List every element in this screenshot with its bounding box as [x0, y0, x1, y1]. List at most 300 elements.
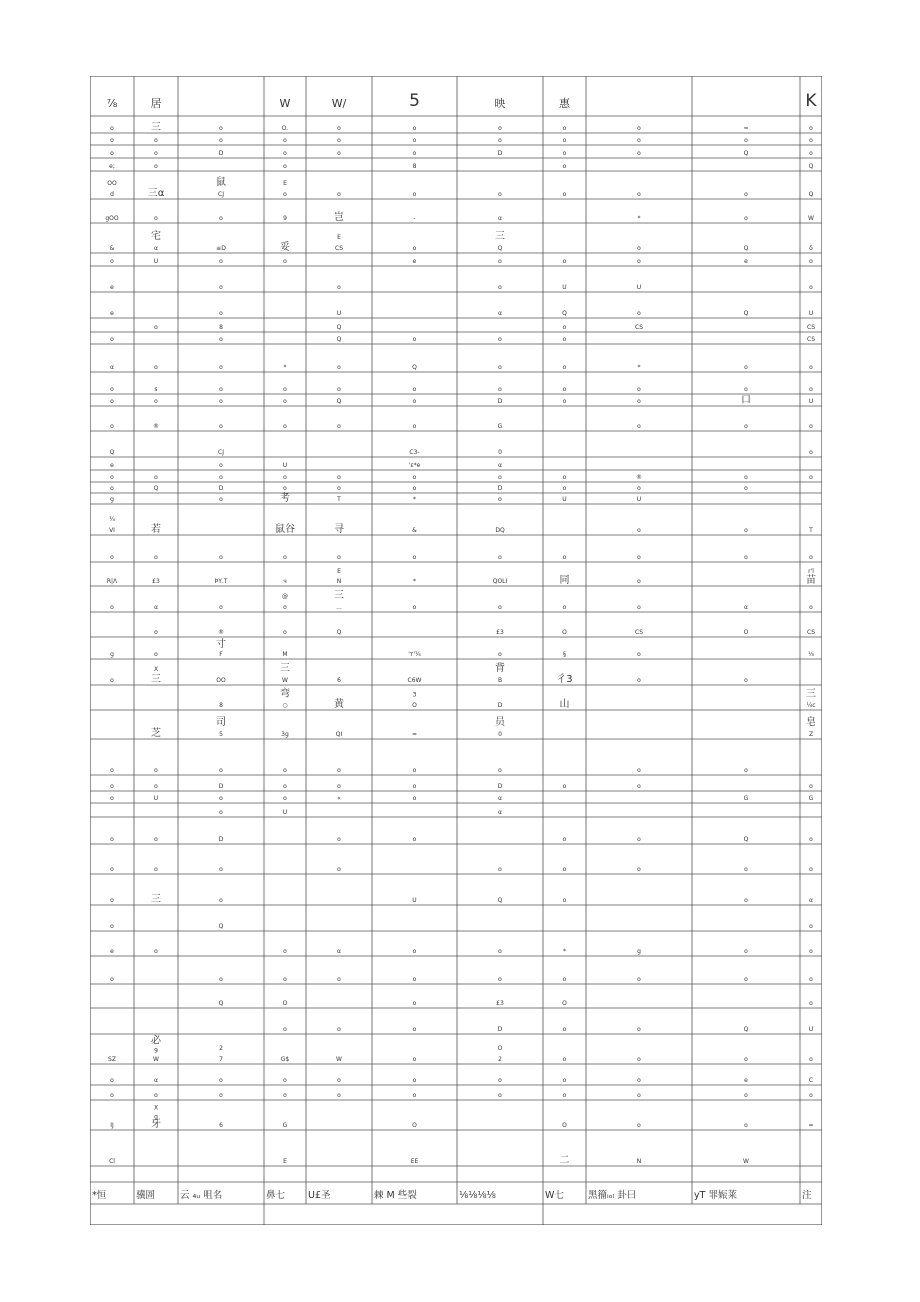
table-cell: Q: [743, 245, 749, 252]
table-cell: G$: [280, 1056, 290, 1063]
table-cell: e: [110, 462, 114, 469]
table-cell: α: [110, 364, 114, 371]
table-cell: 三: [334, 590, 344, 601]
table-cell: T: [809, 527, 813, 534]
table-cell: o: [809, 125, 813, 132]
table-cell: 必: [151, 1035, 161, 1047]
table-cell: W: [282, 677, 288, 684]
table-cell: QOLI: [492, 578, 508, 585]
table-cell: «: [337, 795, 341, 802]
table-cell: o: [110, 677, 114, 684]
table-cell: o: [498, 1077, 502, 1084]
table-cell: Q: [218, 923, 224, 930]
table-cell: e: [110, 284, 114, 291]
footer-cell: 注: [802, 1190, 812, 1201]
table-cell: o: [562, 324, 567, 331]
table-cell: 山: [559, 699, 570, 710]
table-cell: o: [219, 1092, 223, 1099]
table-cell: o: [219, 976, 223, 983]
footer-cell: W七: [545, 1190, 564, 1201]
table-cell: o: [412, 336, 417, 343]
table-cell: Z: [808, 731, 814, 738]
table-cell: 若: [151, 524, 161, 535]
table-cell: 弯: [280, 688, 290, 700]
table-cell: 3g: [281, 731, 289, 738]
table-cell: o: [637, 527, 641, 534]
table-cell: G: [743, 795, 749, 802]
table-cell: o: [337, 137, 341, 144]
table-cell: U: [282, 462, 288, 469]
table-cell: OO: [216, 677, 226, 684]
table-cell: o: [219, 423, 223, 430]
table-cell: o: [110, 923, 114, 930]
table-cell: o: [744, 1122, 748, 1129]
table-cell: o: [110, 150, 114, 157]
table-cell: Q: [109, 449, 115, 456]
table-cell: E: [283, 180, 287, 187]
table-cell: o: [498, 137, 502, 144]
table-cell: o: [283, 783, 287, 790]
table-cell: o: [412, 783, 417, 790]
table-cell: U: [282, 809, 288, 816]
table-cell: o: [337, 836, 341, 843]
table-cell: o: [110, 1077, 114, 1084]
table-cell: e: [110, 948, 114, 955]
table-cell: -: [413, 215, 416, 222]
table-cell: o: [283, 474, 287, 481]
table-cell: o: [637, 423, 641, 430]
table-cell: 8: [412, 163, 417, 170]
table-cell: o: [412, 1077, 417, 1084]
table-cell: o: [337, 284, 341, 291]
table-cell: α: [498, 809, 502, 816]
table-cell: o: [337, 783, 341, 790]
table-cell: o: [637, 245, 641, 252]
table-cell: 6: [337, 677, 341, 684]
table-cell: ○: [282, 702, 288, 709]
table-cell: o: [809, 1092, 813, 1099]
table-cell: 宅: [151, 231, 161, 242]
table-cell: o: [809, 554, 813, 561]
table-cell: o: [498, 767, 502, 774]
table-cell: E: [283, 1158, 287, 1165]
table-cell: o: [154, 324, 158, 331]
table-cell: o: [337, 485, 341, 492]
header-cell: 5: [409, 91, 420, 111]
table-grid: [90, 76, 822, 1225]
table-cell: 妥: [280, 242, 290, 253]
table-cell: o: [498, 364, 502, 371]
table-cell: g: [110, 651, 114, 658]
table-cell: 鼠: [216, 177, 226, 188]
table-cell: CS: [807, 629, 815, 636]
table-cell: £3: [496, 1000, 504, 1007]
table-cell: U: [562, 496, 567, 503]
table-cell: o: [637, 310, 641, 317]
table-cell: 司: [216, 717, 226, 728]
table-cell: o: [337, 423, 341, 430]
table-cell: DQ: [495, 527, 505, 534]
table-cell: U: [636, 284, 642, 291]
table-cell: o: [110, 976, 114, 983]
table-cell: o: [283, 604, 287, 611]
table-cell: o: [744, 474, 748, 481]
table-cell: M: [282, 651, 288, 658]
table-cell: 三: [151, 674, 161, 685]
footer-cell: ⅛⅛⅛⅛: [459, 1190, 496, 1201]
table-cell: Q: [336, 324, 342, 331]
table-cell: QI: [335, 731, 343, 738]
table-cell: o: [110, 836, 114, 843]
table-cell: o: [809, 364, 813, 371]
table-cell: o: [498, 554, 502, 561]
table-cell: o: [744, 191, 748, 198]
table-cell: o: [562, 163, 567, 170]
table-cell: r'l: [808, 568, 814, 575]
table-cell: o: [337, 191, 341, 198]
table-cell: CS: [635, 629, 643, 636]
table-cell: o: [412, 245, 417, 252]
table-cell: U: [562, 284, 567, 291]
table-cell: O: [562, 1000, 567, 1007]
table-cell: o: [498, 651, 502, 658]
table-cell: Q: [336, 398, 342, 405]
table-cell: 皂: [806, 717, 816, 728]
table-cell: OO: [107, 180, 117, 187]
table-cell: o: [219, 398, 223, 405]
table-cell: ÞΥ.T: [214, 578, 228, 585]
table-cell: o: [154, 767, 158, 774]
table-cell: £3: [152, 578, 160, 585]
table-cell: o: [219, 809, 223, 816]
table-cell: o: [110, 1092, 114, 1099]
table-cell: o: [412, 485, 417, 492]
table-cell: o: [412, 191, 417, 198]
table-cell: o: [337, 150, 341, 157]
table-cell: o: [337, 1026, 341, 1033]
table-cell: o: [283, 795, 287, 802]
table-cell: o: [637, 677, 641, 684]
table-cell: o: [498, 1092, 502, 1099]
table-cell: o: [154, 836, 158, 843]
table-cell: D: [497, 702, 503, 709]
table-cell: 芝: [151, 728, 161, 739]
table-cell: o: [283, 258, 287, 265]
table-cell: 口: [741, 395, 751, 406]
table-cell: o: [637, 866, 641, 873]
table-cell: Q: [218, 1000, 224, 1007]
table-cell: o: [637, 191, 641, 198]
table-cell: 三: [280, 663, 290, 674]
table-cell: o: [154, 163, 158, 170]
table-cell: 二: [559, 1155, 570, 1166]
table-cell: o: [219, 336, 223, 343]
table-cell: o: [412, 474, 417, 481]
table-cell: Q: [497, 245, 503, 252]
table-cell: C: [808, 1077, 814, 1084]
table-cell: o: [744, 137, 748, 144]
table-cell: o: [498, 474, 502, 481]
table-cell: o: [219, 462, 223, 469]
table-cell: o: [219, 215, 223, 222]
table-cell: o: [809, 783, 813, 790]
table-cell: O.: [281, 125, 289, 132]
table-cell: ®: [153, 423, 159, 430]
table-cell: α: [498, 795, 502, 802]
table-cell: o: [809, 604, 813, 611]
data-table: [90, 76, 822, 1225]
table-cell: o: [809, 948, 813, 955]
table-cell: o: [809, 474, 813, 481]
table-cell: o: [283, 1026, 287, 1033]
table-cell: o: [562, 474, 567, 481]
table-cell: o: [744, 423, 748, 430]
table-cell: o: [219, 386, 223, 393]
footer-cell: 云 ₄ᵤ 咀名: [180, 1190, 223, 1201]
table-cell: *: [283, 364, 287, 371]
table-cell: X: [153, 666, 159, 673]
table-cell: o: [744, 1092, 748, 1099]
table-cell: o: [809, 284, 813, 291]
footer-cell: yT 罪娠莱: [694, 1190, 737, 1201]
footer-cell: 鼻七: [266, 1190, 286, 1201]
table-cell: o: [154, 866, 158, 873]
table-cell: CS: [635, 324, 643, 331]
table-cell: *: [563, 948, 566, 955]
table-cell: o: [283, 976, 287, 983]
table-cell: δ: [809, 245, 813, 252]
table-cell: 寻: [334, 524, 344, 535]
table-cell: 三: [151, 894, 161, 905]
table-cell: 考: [280, 493, 290, 504]
table-cell: e: [744, 258, 748, 265]
table-cell: o: [154, 554, 158, 561]
table-cell: o: [110, 398, 114, 405]
table-cell: 2: [219, 1045, 223, 1052]
header-cell: W/: [331, 97, 347, 110]
table-cell: O: [412, 702, 417, 709]
table-cell: o: [337, 1077, 341, 1084]
table-cell: o: [154, 783, 158, 790]
table-cell: U: [153, 795, 159, 802]
table-cell: o: [637, 1092, 641, 1099]
table-cell: 9: [154, 1047, 158, 1055]
table-cell: o: [562, 137, 567, 144]
table-cell: ®: [218, 629, 224, 636]
table-cell: o: [498, 386, 502, 393]
table-cell: O: [282, 1000, 288, 1007]
table-cell: o: [154, 150, 158, 157]
table-cell: Q: [336, 336, 342, 343]
table-cell: g: [637, 948, 641, 955]
table-cell: o: [283, 423, 287, 430]
table-cell: α: [744, 604, 748, 611]
table-cell: Q: [153, 485, 159, 492]
table-cell: o: [283, 398, 287, 405]
table-cell: o: [154, 1092, 158, 1099]
header-cell: 映: [494, 97, 506, 110]
table-cell: o: [809, 866, 813, 873]
table-cell: o: [562, 866, 567, 873]
table-cell: o: [562, 897, 567, 904]
table-cell: D: [497, 783, 503, 790]
table-cell: o: [283, 629, 287, 636]
table-cell: SZ: [108, 1056, 116, 1063]
table-cell: O: [412, 1122, 417, 1129]
footer-cell: 棘 M 些裂: [374, 1190, 417, 1201]
table-cell: o: [283, 767, 287, 774]
table-cell: o: [412, 1000, 417, 1007]
table-cell: o: [219, 554, 223, 561]
table-cell: 'т'¼: [408, 651, 421, 658]
table-cell: o: [219, 258, 223, 265]
table-cell: o: [110, 386, 114, 393]
table-cell: 三: [806, 688, 816, 700]
table-cell: ¼c: [806, 702, 816, 709]
table-cell: U: [636, 496, 642, 503]
table-cell: o: [562, 1026, 567, 1033]
table-cell: α: [809, 897, 813, 904]
table-cell: o: [283, 1077, 287, 1084]
table-cell: 6: [219, 1122, 223, 1129]
table-cell: &: [109, 245, 115, 252]
table-cell: e: [110, 310, 114, 317]
table-cell: o: [809, 386, 813, 393]
table-cell: o: [744, 364, 748, 371]
table-cell: s: [154, 386, 158, 393]
table-cell: o: [562, 1092, 567, 1099]
table-cell: D: [497, 398, 503, 405]
table-cell: Q: [743, 150, 749, 157]
table-cell: o: [637, 398, 641, 405]
table-cell: *: [637, 215, 641, 222]
table-cell: o: [412, 836, 417, 843]
table-cell: D: [497, 1026, 503, 1033]
table-cell: Q: [497, 897, 503, 904]
footer-cell: *恒: [92, 1190, 107, 1201]
footer-cell: 黑籀ᵢₒₗ 卦曰: [588, 1190, 637, 1201]
table-cell: o: [637, 578, 641, 585]
table-cell: *: [413, 578, 416, 585]
table-cell: o: [637, 604, 641, 611]
table-cell: o: [337, 866, 341, 873]
table-cell: U: [808, 398, 814, 405]
table-cell: Q: [412, 364, 417, 371]
table-cell: o: [110, 423, 114, 430]
header-cell: 惠: [559, 97, 570, 110]
table-cell: o: [498, 604, 502, 611]
table-cell: G: [808, 795, 814, 802]
table-cell: α: [498, 215, 502, 222]
table-cell: o: [337, 474, 341, 481]
table-cell: o: [219, 795, 223, 802]
table-cell: ...: [336, 604, 342, 611]
table-cell: G: [282, 1122, 288, 1129]
table-cell: o: [809, 423, 813, 430]
table-cell: o: [637, 137, 641, 144]
table-cell: 牙: [151, 1119, 161, 1130]
table-cell: o: [562, 1077, 567, 1084]
table-cell: o: [744, 976, 748, 983]
table-cell: o: [809, 1000, 813, 1007]
header-cell: W: [279, 97, 291, 110]
table-cell: W: [336, 1056, 342, 1063]
table-cell: o: [154, 651, 158, 658]
table-cell: D: [497, 485, 503, 492]
table-cell: o: [219, 310, 223, 317]
table-cell: O: [497, 1045, 503, 1052]
table-cell: 鼠谷: [275, 524, 295, 535]
table-cell: o: [744, 1056, 748, 1063]
table-cell: o: [562, 364, 567, 371]
table-cell: D: [218, 783, 224, 790]
table-cell: Q: [562, 310, 567, 317]
table-cell: ¼: [109, 516, 115, 523]
table-cell: o: [412, 137, 417, 144]
table-cell: o: [637, 125, 641, 132]
table-cell: o: [219, 767, 223, 774]
table-cell: G: [497, 423, 503, 430]
table-cell: o: [110, 258, 114, 265]
table-cell: o: [744, 677, 748, 684]
table-cell: E: [337, 568, 341, 575]
table-cell: o: [219, 137, 223, 144]
table-cell: α: [154, 1077, 158, 1084]
table-cell: o: [337, 767, 341, 774]
table-cell: o: [809, 976, 813, 983]
table-cell: o: [637, 386, 641, 393]
table-cell: N: [636, 1158, 642, 1165]
table-cell: 三α: [147, 188, 165, 199]
table-cell: o: [110, 897, 114, 904]
table-cell: e: [744, 1077, 748, 1084]
table-cell: o: [110, 554, 114, 561]
table-cell: o: [498, 258, 502, 265]
table-cell: o: [744, 767, 748, 774]
table-cell: g: [154, 1113, 158, 1121]
table-cell: o: [744, 866, 748, 873]
table-cell: 8: [219, 324, 223, 331]
table-cell: o: [283, 137, 287, 144]
table-cell: o: [110, 137, 114, 144]
table-cell: o: [110, 795, 114, 802]
table-cell: e: [412, 258, 417, 265]
table-cell: EE: [410, 1158, 419, 1165]
table-cell: o: [637, 1026, 641, 1033]
table-cell: o: [154, 629, 158, 636]
table-cell: α: [498, 310, 502, 317]
table-cell: 'ε*e: [408, 462, 421, 469]
table-cell: 三: [151, 122, 161, 133]
table-cell: 3: [412, 691, 417, 699]
table-cell: o: [562, 386, 567, 393]
table-cell: @: [282, 593, 288, 600]
table-cell: o: [809, 1056, 813, 1063]
table-cell: o: [412, 976, 417, 983]
table-cell: 7: [219, 1056, 223, 1063]
table-cell: o: [562, 398, 567, 405]
table-cell: o: [809, 150, 813, 157]
table-cell: o: [498, 496, 502, 503]
table-cell: o: [110, 485, 114, 492]
table-cell: o: [498, 976, 502, 983]
table-cell: o: [637, 1077, 641, 1084]
table-cell: o: [412, 554, 417, 561]
table-cell: g: [110, 496, 114, 503]
table-cell: o: [809, 923, 813, 930]
table-cell: B: [497, 677, 503, 684]
table-cell: o: [337, 125, 341, 132]
